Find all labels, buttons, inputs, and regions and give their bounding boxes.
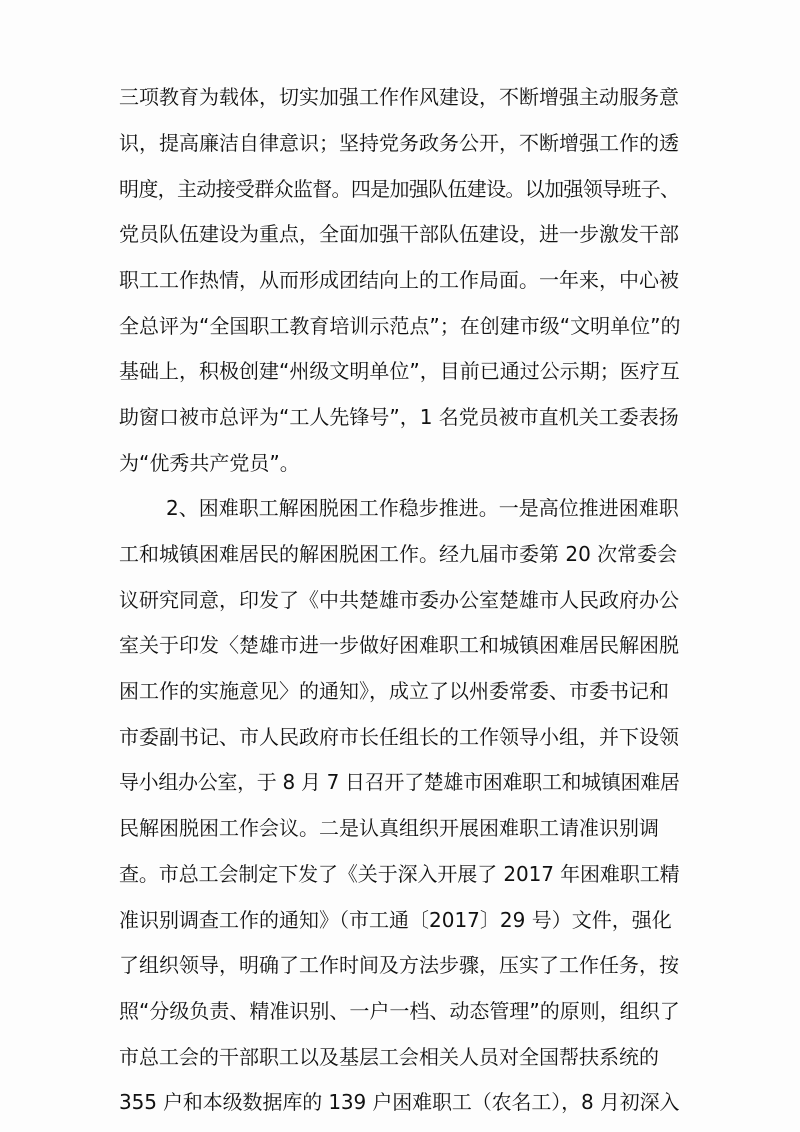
- text-line: 困工作的实施意见〉的通知》，成立了以州委常委、市委书记和: [119, 679, 669, 703]
- text-line: 明度，主动接受群众监督。四是加强队伍建设。以加强领导班子、: [119, 177, 680, 201]
- text-line: 工和城镇困难居民的解困脱困工作。经九届市委第 20 次常委会: [119, 542, 678, 566]
- text-line: 为“优秀共产党员”。: [119, 451, 300, 475]
- text-line: 党员队伍建设为重点，全面加强干部队伍建设，进一步激发干部: [119, 222, 679, 246]
- text-line: 了组织领导，明确了工作时间及方法步骤，压实了工作任务，按: [119, 953, 679, 977]
- text-line: 助窗口被市总评为“工人先锋号”，1 名党员被市直机关工委表扬: [119, 405, 679, 429]
- text-line: 市委副书记、市人民政府市长任组长的工作领导小组，并下设领: [119, 725, 679, 749]
- text-line: 职工工作热情，从而形成团结向上的工作局面。一年来，中心被: [119, 268, 679, 292]
- text-line: 导小组办公室，于 8 月 7 日召开了楚雄市困难职工和城镇困难居: [119, 770, 680, 794]
- text-line: 识，提高廉洁自律意识；坚持党务政务公开，不断增强工作的透: [119, 131, 679, 155]
- text-line: 民解困脱困工作会议。二是认真组织开展困难职工请准识别调: [119, 816, 659, 840]
- text-line: 照“分级负责、精准识别、一户一档、动态管理”的原则，组织了: [119, 999, 680, 1023]
- text-line: 准识别调查工作的通知》（市工通〔2017〕29 号）文件，强化: [119, 908, 672, 932]
- text-line: 三项教育为载体，切实加强工作作风建设，不断增强主动服务意: [119, 85, 679, 109]
- text-line: 基础上，积极创建“州级文明单位”，目前已通过公示期；医疗互: [119, 359, 680, 383]
- text-line: 全总评为“全国职工教育培训示范点”；在创建市级“文明单位”的: [119, 314, 681, 338]
- text-line: 查。市总工会制定下发了《关于深入开展了 2017 年困难职工精: [119, 862, 680, 886]
- text-line: 室关于印发〈楚雄市进一步做好困难职工和城镇困难居民解困脱: [119, 633, 679, 657]
- text-line: 2、困难职工解困脱困工作稳步推进。一是高位推进困难职: [166, 496, 679, 520]
- text-line: 议研究同意，印发了《中共楚雄市委办公室楚雄市人民政府办公: [119, 588, 679, 612]
- text-line: 市总工会的干部职工以及基层工会相关人员对全国帮扶系统的: [119, 1045, 659, 1069]
- text-line: 355 户和本级数据库的 139 户困难职工（农名工），8 月初深入: [119, 1090, 680, 1114]
